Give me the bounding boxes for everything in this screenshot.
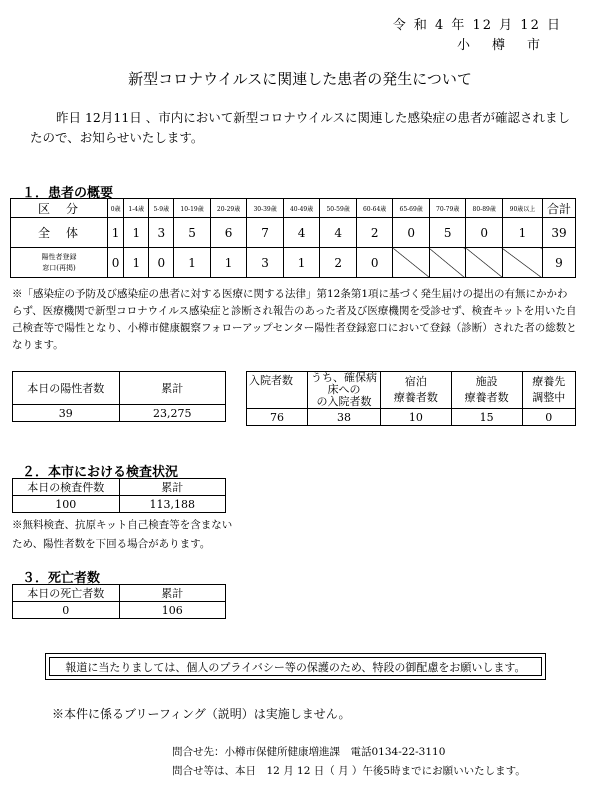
positive-total-value: 23,275	[119, 405, 226, 422]
diagonal-cell	[393, 248, 430, 278]
row-reg-label	[11, 248, 108, 278]
cell-total: 39	[543, 218, 576, 248]
hosp-label: 入院者数	[247, 372, 308, 409]
cell-total: 9	[543, 248, 576, 278]
facility-label-line2: 療養者数	[464, 391, 509, 404]
cell-value: 1	[174, 248, 211, 278]
issue-date: 令 和 4 年 12 月 12 日	[392, 18, 562, 33]
label-header: 区 分	[11, 199, 108, 218]
row-reg-label-line2: 窓口(再掲)	[42, 263, 76, 272]
facility-value: 15	[451, 409, 522, 426]
test-note	[12, 516, 242, 554]
issuer: 小樽市	[456, 38, 562, 53]
total-header: 合計	[543, 199, 576, 218]
age-header: 40-49歳	[283, 199, 320, 218]
death-count-table	[12, 584, 226, 619]
positive-count-table	[12, 371, 226, 422]
section2-heading: ２．本市における検査状況	[22, 465, 179, 480]
death-total-label: 累計	[119, 585, 226, 602]
test-count-table	[12, 478, 226, 513]
age-header: 1-4歳	[124, 199, 149, 218]
adjust-value: 0	[522, 409, 575, 426]
positive-today-value: 39	[13, 405, 120, 422]
positive-total-label: 累計	[119, 372, 226, 405]
cell-value: 0	[149, 248, 174, 278]
treatment-status-table	[246, 371, 576, 426]
adjust-label-line2: 調整中	[532, 391, 566, 404]
cell-value: 4	[320, 218, 357, 248]
death-total-value: 106	[119, 602, 226, 619]
diagonal-cell	[466, 248, 503, 278]
section3-heading: ３．死亡者数	[22, 571, 101, 586]
age-header: 0歳	[108, 199, 124, 218]
death-today-value: 0	[13, 602, 120, 619]
age-header: 80-89歳	[466, 199, 503, 218]
adjust-label	[522, 372, 575, 409]
test-note-line1: ※無料検査、抗原キット自己検査等を含まない	[12, 519, 233, 531]
cell-value: 6	[210, 218, 247, 248]
cell-value: 5	[429, 218, 466, 248]
cell-value: 3	[247, 248, 284, 278]
contact-line1: 問合せ先：小樽市保健所健康増進課 電話0134-22-3110	[172, 746, 446, 758]
briefing-note: ※本件に係るブリーフィング（説明）は実施しません。	[52, 707, 351, 721]
cell-value: 1	[124, 218, 149, 248]
severe-label-line1: うち、確保病床への	[311, 371, 377, 396]
age-header: 65-69歳	[393, 199, 430, 218]
cell-value: 1	[108, 218, 124, 248]
age-header: 5-9歳	[149, 199, 174, 218]
cell-value: 7	[247, 218, 284, 248]
patient-summary-table	[10, 198, 576, 278]
diagonal-cell	[502, 248, 542, 278]
cell-value: 1	[502, 218, 542, 248]
cell-value: 2	[320, 248, 357, 278]
facility-label	[451, 372, 522, 409]
cell-value: 4	[283, 218, 320, 248]
severe-value: 38	[308, 409, 381, 426]
hotel-value: 10	[381, 409, 452, 426]
row-all-label: 全 体	[11, 218, 108, 248]
cell-value: 0	[466, 218, 503, 248]
age-header: 30-39歳	[247, 199, 284, 218]
privacy-notice: 報道に当たりましては、個人のプライバシー等の保護のため、特段の御配慮をお願いします。	[49, 657, 542, 676]
privacy-notice-box	[45, 653, 546, 680]
test-total-label: 累計	[119, 479, 226, 496]
cell-value: 1	[124, 248, 149, 278]
cell-value: 0	[356, 248, 393, 278]
test-total-value: 113,188	[119, 496, 226, 513]
adjust-label-line1: 療養先	[532, 375, 566, 388]
death-today-label: 本日の死亡者数	[13, 585, 120, 602]
cell-value: 1	[283, 248, 320, 278]
test-note-line2: ため、陽性者数を下回る場合があります。	[12, 538, 211, 550]
diagonal-cell	[429, 248, 466, 278]
severe-label-line2: の入院者数	[316, 395, 372, 408]
cell-value: 2	[356, 218, 393, 248]
hotel-label	[381, 372, 452, 409]
cell-value: 3	[149, 218, 174, 248]
age-header: 90歳以上	[502, 199, 542, 218]
hotel-label-line1: 宿泊	[404, 375, 427, 388]
age-header: 10-19歳	[174, 199, 211, 218]
definition-note: ※「感染症の予防及び感染症の患者に対する医療に関する法律」第12条第1項に基づく発生届けの提出の有無にかかわらず、医療機関で新型コロナウイルス感染症と診断され報告のあった者及び医療機関を受診せず、検査キットを用いた自己検査等で陽性となり、小樽市健康観察フォローアップセンター陽性者登録窓口において登録（診断）された者の総数となります。	[12, 288, 577, 351]
cell-value: 0	[393, 218, 430, 248]
cell-value: 1	[210, 248, 247, 278]
lead-paragraph: 昨日 12月11日 、市内において新型コロナウイルスに関連した感染症の患者が確認されましたので、お知らせいたします。	[30, 110, 571, 145]
cell-value: 5	[174, 218, 211, 248]
positive-today-label: 本日の陽性者数	[13, 372, 120, 405]
contact-line2: 問合せ等は、本日 12 月 12 日（ 月 ）午後5時までにお願いいたします。	[172, 765, 526, 777]
age-header: 20-29歳	[210, 199, 247, 218]
test-today-label: 本日の検査件数	[13, 479, 120, 496]
hotel-label-line2: 療養者数	[393, 391, 438, 404]
age-header: 70-79歳	[429, 199, 466, 218]
page-title: 新型コロナウイルスに関連した患者の発生について	[128, 70, 472, 88]
cell-value: 0	[108, 248, 124, 278]
test-today-value: 100	[13, 496, 120, 513]
facility-label-line1: 施設	[475, 375, 498, 388]
age-header: 60-64歳	[356, 199, 393, 218]
severe-label	[308, 372, 381, 409]
contact-info	[172, 743, 526, 781]
hosp-value: 76	[247, 409, 308, 426]
section1-heading: １．患者の概要	[22, 186, 114, 201]
row-reg-label-line1: 陽性者登録	[41, 252, 77, 261]
age-header: 50-59歳	[320, 199, 357, 218]
